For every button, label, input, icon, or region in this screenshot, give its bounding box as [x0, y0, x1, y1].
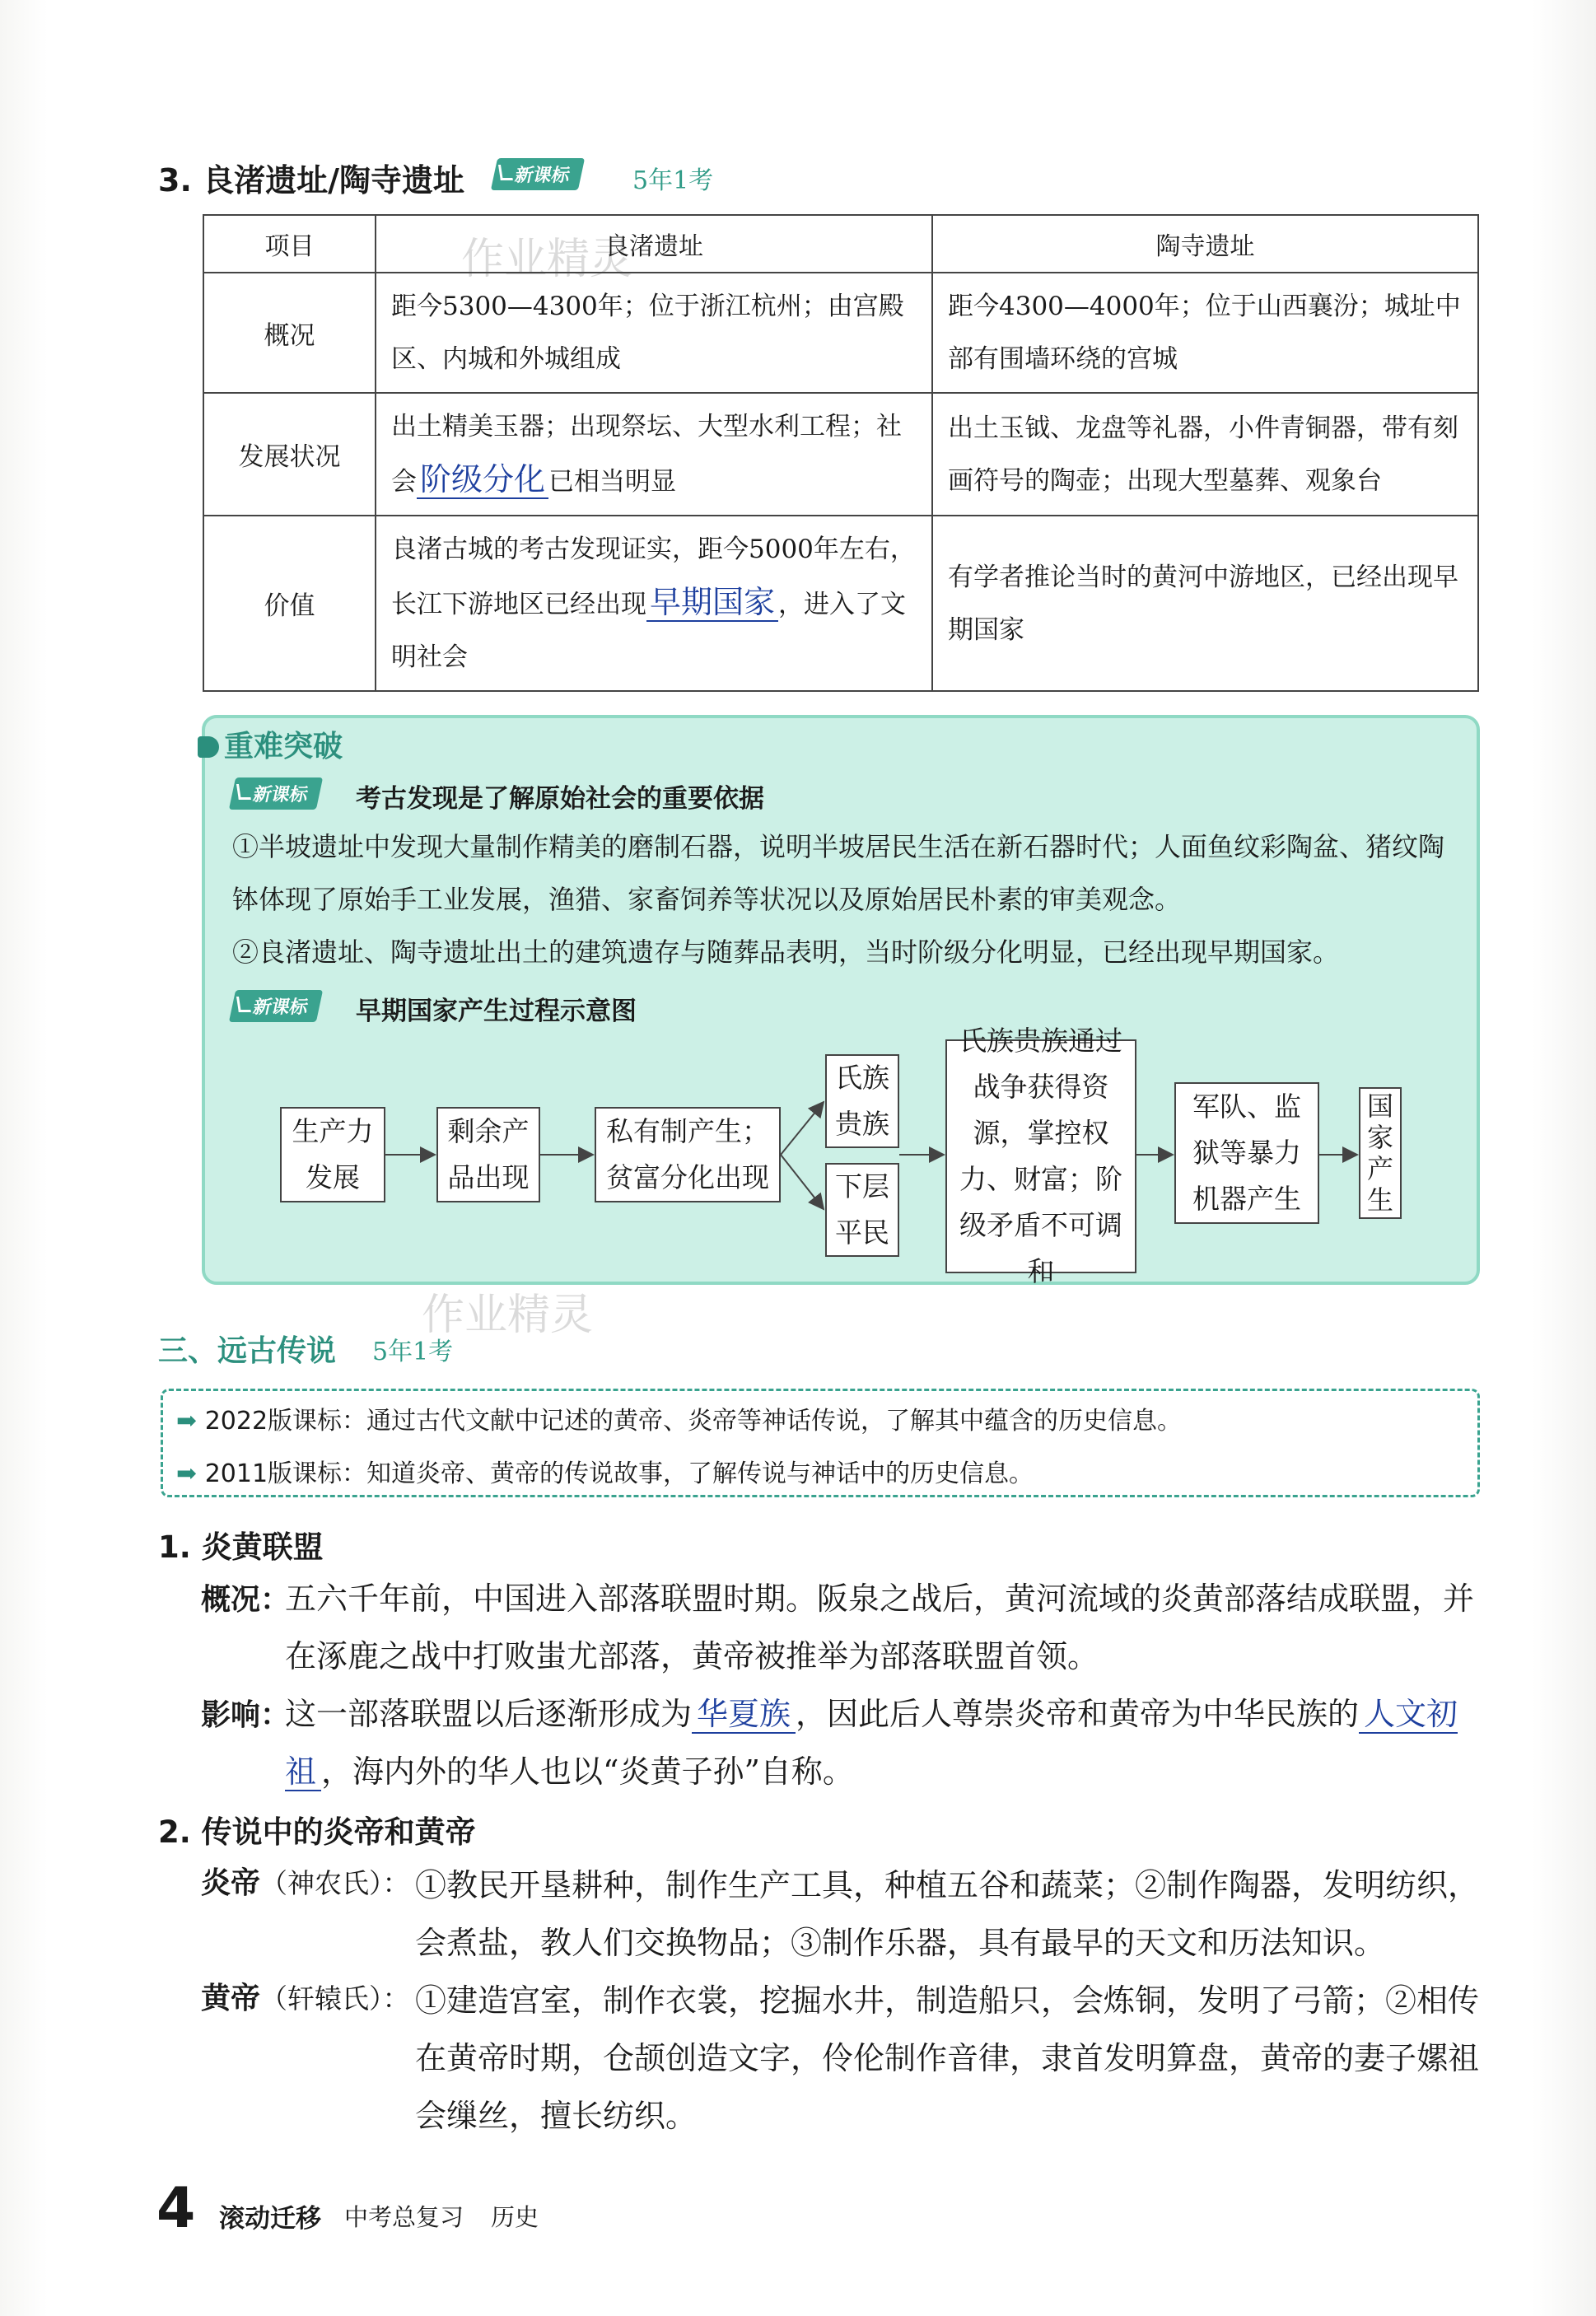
huang-label — [201, 1975, 410, 2017]
emperor-name: 炎帝 — [201, 1866, 261, 1900]
answer-fill: 华夏族 — [692, 1696, 796, 1734]
flow-box-commoners: 下层平民 — [825, 1163, 899, 1257]
flow-box-private-ownership: 私有制产生；贫富分化出现 — [595, 1107, 781, 1202]
cell-text: ，进入了文明社会 — [391, 590, 907, 672]
standard-2022 — [176, 1400, 1182, 1436]
impact-text — [285, 1685, 1487, 1800]
subject-name: 历史 — [491, 2203, 539, 2231]
alliance-title: 1. 炎黄联盟 — [158, 1529, 324, 1565]
emperors-title: 2. 传说中的炎帝和黄帝 — [158, 1814, 476, 1850]
arrow-right-icon: ➡ — [176, 1407, 198, 1436]
sub1-title: 考古发现是了解原始社会的重要依据 — [356, 784, 764, 814]
keypoints-title-text: 重难突破 — [224, 730, 343, 763]
watermark-top: 作业精灵 — [461, 235, 633, 284]
section-title: 3. 良渚遗址/陶寺遗址 — [158, 162, 464, 198]
page-number: 4 — [156, 2176, 196, 2241]
badge-label: 新课标 — [491, 158, 585, 190]
standard-label: 2022版课标： — [204, 1407, 367, 1436]
liangzhu-cell: 距今5300—4300年；位于浙江杭州；由宫殿区、内城和外城组成 — [376, 273, 932, 393]
keypoint-para-1: ①半坡遗址中发现大量制作精美的磨制石器，说明半坡居民生活在新石器时代；人面鱼纹彩陶盆、猪纹陶钵体现了原始手工业发展，渔猎、家畜饲养等状况以及原始居民朴素的审美观念。 — [232, 831, 1445, 915]
series-brand: 滚动迁移 — [219, 2204, 321, 2234]
cell-text: 良渚古城的考古发现证实，距今5000年左右，长江下游地区已经出现 — [391, 535, 916, 619]
liangzhu-cell — [376, 393, 932, 516]
sub2-title: 早期国家产生过程示意图 — [356, 997, 637, 1026]
exam-frequency: 5年1考 — [632, 166, 714, 195]
row-label: 概况 — [203, 273, 376, 393]
new-standard-badge: 新课标 — [229, 990, 323, 1022]
standard-label: 2011版课标： — [204, 1459, 367, 1488]
cell-text: 出土精美玉器；出现祭坛、大型水利工程；社会 — [391, 412, 902, 497]
standard-2011 — [176, 1453, 1034, 1489]
row-label: 价值 — [203, 516, 376, 691]
answer-fill: 人文初祖 — [285, 1696, 1458, 1790]
flow-box-violence-machine: 军队、监狱等暴力机器产生 — [1174, 1082, 1319, 1224]
emperor-name: 黄帝 — [201, 1982, 261, 2015]
sub1-badge-wrap — [232, 777, 320, 810]
answer-fill: 阶级分化 — [417, 461, 548, 499]
answer-fill: 早期国家 — [646, 584, 778, 622]
cell-text: 已相当明显 — [548, 467, 677, 497]
row-label: 发展状况 — [203, 393, 376, 516]
flow-box-class-conflict: 氏族贵族通过战争获得资源，掌控权力、财富；阶级矛盾不可调和 — [945, 1039, 1136, 1273]
table-row — [203, 516, 1478, 691]
yan-text: ①教民开垦耕种，制作生产工具，种植五谷和蔬菜；②制作陶器，发明纺织，会煮盐，教人们交换物品；③制作乐器，具有最早的天文和历法知识。 — [415, 1867, 1480, 1961]
flow-box-surplus: 剩余产品出现 — [436, 1107, 540, 1202]
section-marker-icon — [198, 736, 219, 758]
overview-text: 五六千年前，中国进入部落联盟时期。阪泉之战后，黄河流域的炎黄部落结成联盟，并在涿鹿之战中打败蚩尤部落，黄帝被推举为部落联盟首领。 — [285, 1581, 1475, 1674]
flow-box-state: 国家产生 — [1359, 1087, 1402, 1219]
yan-label — [201, 1860, 410, 1902]
taosi-cell: 出土玉钺、龙盘等礼器，小件青铜器，带有刻画符号的陶壶；出现大型墓葬、观象台 — [932, 393, 1478, 516]
table-row — [203, 273, 1478, 393]
taosi-cell: 有学者推论当时的黄河中游地区，已经出现早期国家 — [932, 516, 1478, 691]
flow-box-nobility: 氏族贵族 — [825, 1054, 899, 1148]
watermark-middle: 作业精灵 — [422, 1291, 594, 1340]
exam-frequency: 5年1考 — [372, 1338, 454, 1366]
keypoints-title — [198, 723, 343, 765]
new-standard-badge: 新课标 — [229, 777, 323, 810]
standard-text: 通过古代文献中记述的黄帝、炎帝等神话传说，了解其中蕴含的历史信息。 — [366, 1407, 1183, 1436]
arrow-right-icon: ➡ — [176, 1459, 198, 1488]
flow-box-productivity: 生产力发展 — [280, 1107, 385, 1202]
emperor-alias: （神农氏）： — [260, 1867, 410, 1899]
table-header: 项目 — [203, 215, 376, 273]
sites-table — [203, 214, 1479, 692]
keypoint-para-2: ②良渚遗址、陶寺遗址出土的建筑遗存与随葬品表明，当时阶级分化明显，已经出现早期国家。 — [232, 936, 1340, 968]
impact-label: 影响： — [201, 1698, 291, 1732]
table-row — [203, 393, 1478, 516]
impact-text-part: 这一部落联盟以后逐渐形成为 — [285, 1696, 693, 1732]
overview-label: 概况： — [201, 1583, 291, 1617]
impact-text-part: ，因此后人尊崇炎帝和黄帝为中华民族的 — [796, 1696, 1360, 1732]
legend-section-title: 三、远古传说 — [158, 1334, 337, 1368]
new-standard-badge — [494, 158, 581, 190]
table-header-row — [203, 215, 1478, 273]
liangzhu-cell — [376, 516, 932, 691]
huang-text: ①建造宫室，制作衣裳，挖掘水井，制造船只，会炼铜，发明了弓箭；②相传在黄帝时期，仓颉创造文字，伶伦制作音律，隶首发明算盘，黄帝的妻子嫘祖会缫丝，擅长纺织。 — [415, 1982, 1480, 2134]
book-title: 中考总复习 — [344, 2203, 464, 2231]
standard-text: 知道炎帝、黄帝的传说故事，了解传说与神话中的历史信息。 — [366, 1459, 1034, 1488]
table-header: 陶寺遗址 — [932, 215, 1478, 273]
impact-text-part: ，海内外的华人也以“炎黄子孙”自称。 — [321, 1753, 854, 1790]
taosi-cell: 距今4300—4000年；位于山西襄汾；城址中部有围墙环绕的宫城 — [932, 273, 1478, 393]
emperor-alias: （轩辕氏）： — [260, 1982, 410, 2015]
sub2-badge-wrap — [232, 990, 320, 1022]
table-header: 良渚遗址 — [376, 215, 932, 273]
